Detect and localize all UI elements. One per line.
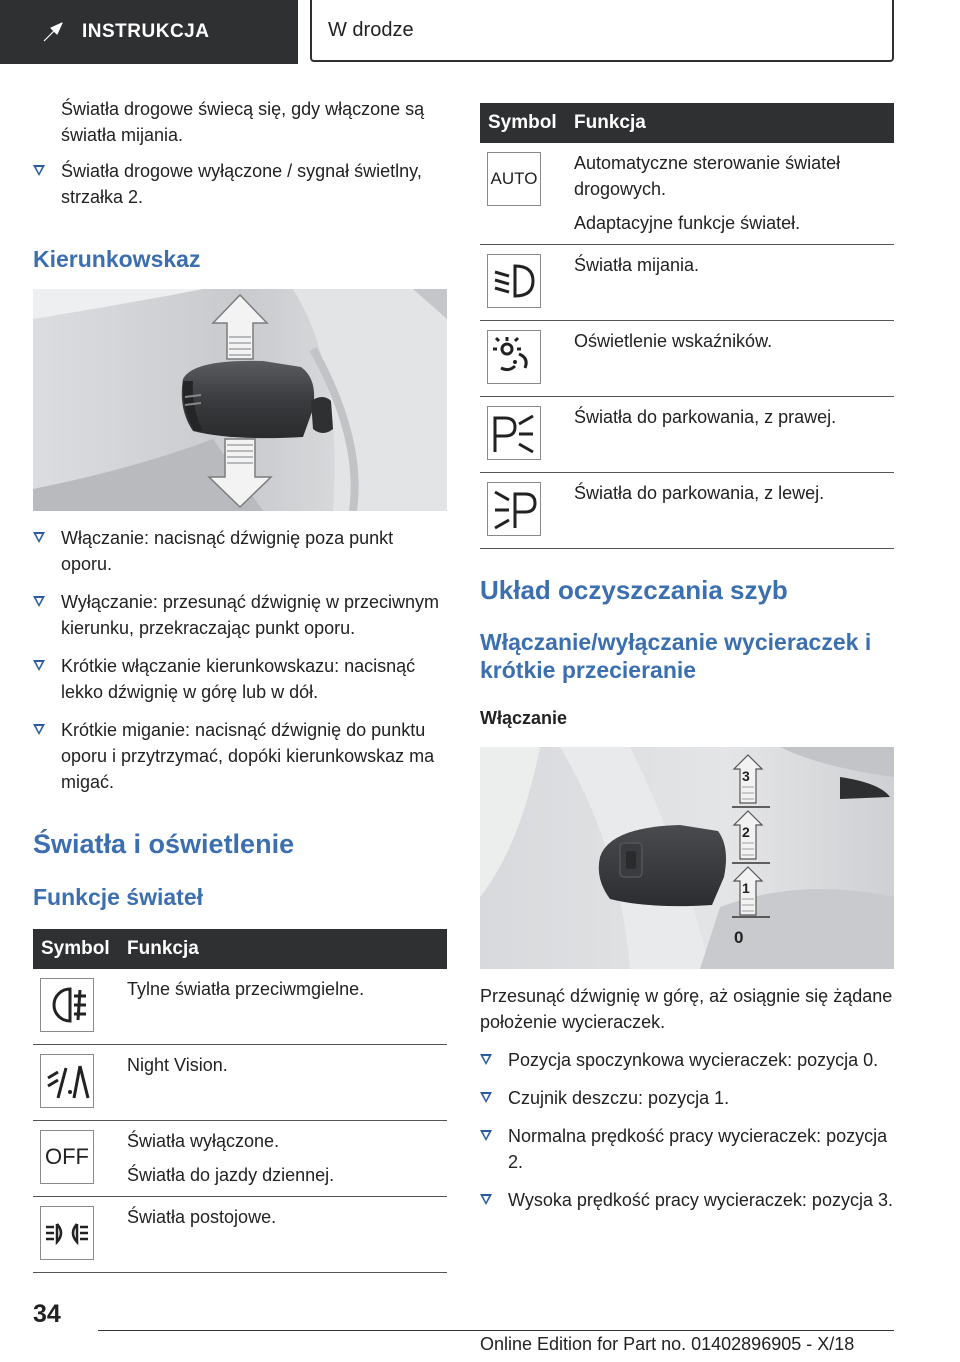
right-column bbox=[480, 103, 894, 1225]
table-row: Oświetlenie wskaźników. bbox=[480, 321, 894, 397]
wiper-system-heading: Układ oczyszczania szyb bbox=[480, 575, 788, 605]
table-row: Night Vision. bbox=[33, 1045, 447, 1121]
wiper-bullets bbox=[480, 1047, 894, 1213]
parking-lights-icon bbox=[40, 1206, 94, 1260]
position-2-label: 2 bbox=[742, 824, 750, 840]
list-item: Krótkie miganie: nacisnąć dźwignię do punktu oporu i przytrzymać, dopóki kierunkowskaz ma migać. bbox=[33, 717, 447, 795]
table-row: Światła do parkowania, z lewej. bbox=[480, 473, 894, 549]
bullet-triangle-icon bbox=[480, 1054, 492, 1065]
list-item: Czujnik deszczu: pozycja 1. bbox=[480, 1085, 894, 1111]
list-item: Światła drogowe wyłączone / sygnał świetlny, strzałka 2. bbox=[33, 158, 447, 210]
bullet-triangle-icon bbox=[33, 532, 45, 543]
bullet-triangle-icon bbox=[480, 1130, 492, 1141]
lights-heading: Światła i oświetlenie bbox=[33, 829, 295, 859]
table-header-row bbox=[33, 929, 447, 969]
rear-fog-light-icon bbox=[40, 978, 94, 1032]
col-function-header: Funkcja bbox=[574, 103, 894, 143]
auto-icon: AUTO bbox=[487, 152, 541, 206]
wiper-lever-figure bbox=[480, 747, 894, 969]
light-functions-table-continued bbox=[480, 103, 894, 549]
position-3-label: 3 bbox=[742, 768, 750, 784]
table-row: Światła do parkowania, z prawej. bbox=[480, 397, 894, 473]
wiper-on-off-heading: Włączanie/wyłączanie wycieraczek i krótkie przecieranie bbox=[480, 629, 872, 683]
list-item: Normalna prędkość pracy wycieraczek: pozycja 2. bbox=[480, 1123, 894, 1175]
manual-tab-label: INSTRUKCJA bbox=[82, 21, 210, 42]
wiper-instruction-text: Przesunąć dźwignię w górę, aż osiągnie się żądane położenie wycieraczek. bbox=[480, 986, 893, 1032]
col-function-header: Funkcja bbox=[127, 929, 447, 969]
intro-bullets bbox=[33, 158, 447, 210]
table-header-row bbox=[480, 103, 894, 143]
instrument-lighting-icon bbox=[487, 330, 541, 384]
list-item: Wysoka prędkość pracy wycieraczek: pozycja 3. bbox=[480, 1187, 894, 1213]
list-item: Pozycja spoczynkowa wycieraczek: pozycja 0. bbox=[480, 1047, 894, 1073]
bullet-triangle-icon bbox=[33, 660, 45, 671]
manual-tab[interactable] bbox=[0, 0, 298, 64]
page-number: 34 bbox=[33, 1300, 61, 1328]
col-symbol-header: Symbol bbox=[480, 103, 574, 143]
footer-divider bbox=[98, 1330, 894, 1331]
turn-signal-lever-figure bbox=[33, 289, 447, 511]
section-tab[interactable] bbox=[310, 0, 894, 62]
col-symbol-header: Symbol bbox=[33, 929, 127, 969]
list-item: Włączanie: nacisnąć dźwignię poza punkt oporu. bbox=[33, 525, 447, 577]
table-row: Światła mijania. bbox=[480, 245, 894, 321]
light-functions-heading: Funkcje świateł bbox=[33, 884, 204, 910]
parking-right-icon bbox=[487, 406, 541, 460]
section-tab-label: W drodze bbox=[328, 18, 414, 41]
parking-left-icon bbox=[487, 482, 541, 536]
bullet-triangle-icon bbox=[480, 1092, 492, 1103]
position-0-label: 0 bbox=[734, 928, 744, 947]
bmw-arrow-logo-icon bbox=[42, 21, 64, 43]
page-header bbox=[0, 0, 960, 66]
list-item: Wyłączanie: przesunąć dźwignię w przeciwnym kierunku, przekraczając punkt oporu. bbox=[33, 589, 447, 641]
turn-signal-heading: Kierunkowskaz bbox=[33, 246, 201, 272]
position-1-label: 1 bbox=[742, 880, 750, 896]
table-row: AUTO Automatyczne sterowanie świateł drogowych. Adaptacyjne funkcje świateł. bbox=[480, 143, 894, 245]
bullet-triangle-icon bbox=[33, 724, 45, 735]
wiper-lever-illustration bbox=[480, 747, 894, 969]
list-item: Krótkie włączanie kierunkowskazu: nacisnąć lekko dźwignię w górę lub w dół. bbox=[33, 653, 447, 705]
turn-signal-bullets bbox=[33, 525, 447, 795]
turn-signal-lever-illustration bbox=[33, 289, 447, 511]
night-vision-icon bbox=[40, 1054, 94, 1108]
bullet-triangle-icon bbox=[33, 596, 45, 607]
left-column bbox=[33, 96, 447, 1273]
edition-text: Online Edition for Part no. 01402896905 - X/18 bbox=[480, 1334, 855, 1354]
low-beam-icon bbox=[487, 254, 541, 308]
bullet-triangle-icon bbox=[480, 1194, 492, 1205]
intro-text: Światła drogowe świecą się, gdy włączone są światła mijania. bbox=[61, 99, 425, 145]
table-row: Tylne światła przeciwmgielne. bbox=[33, 969, 447, 1045]
off-icon: OFF bbox=[40, 1130, 94, 1184]
table-row: Światła postojowe. bbox=[33, 1197, 447, 1273]
bullet-triangle-icon bbox=[33, 165, 45, 176]
table-row: OFF Światła wyłączone. Światła do jazdy dziennej. bbox=[33, 1121, 447, 1197]
switch-on-heading: Włączanie bbox=[480, 708, 568, 728]
light-functions-table bbox=[33, 929, 447, 1273]
